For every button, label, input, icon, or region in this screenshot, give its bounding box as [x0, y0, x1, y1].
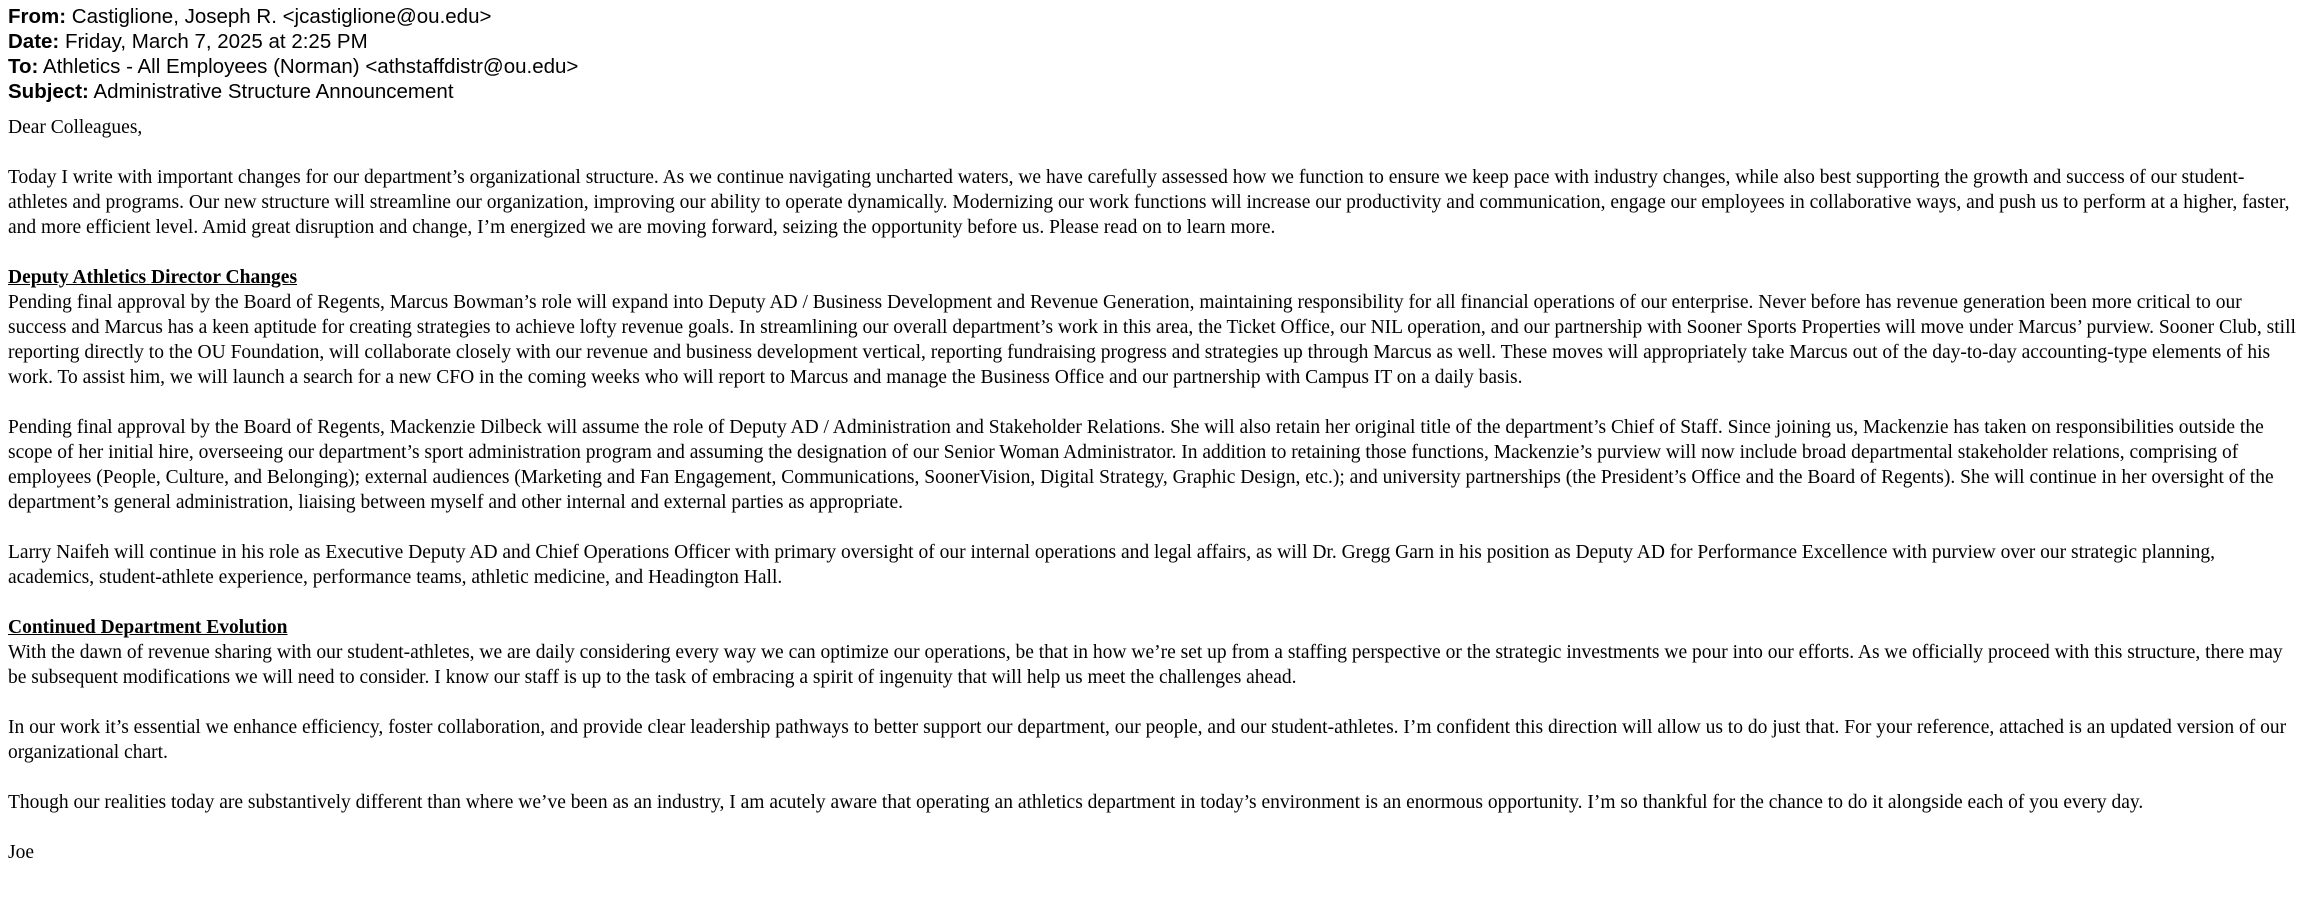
deputy-paragraph-2: Pending final approval by the Board of Regents, Mackenzie Dilbeck will assume the role of Deputy AD / Administration and Stakeholder Relations. She will also retain her original title of the department’s Chief of Staff. Since joining us, Mackenzie has taken on responsibilities outside the scope of her initial hire, overseeing our department’s sport administration program and assuming the designation of our Senior Woman Administrator. In addition to retaining those functions, Mackenzie’s purview will now include broad departmental stakeholder relations, comprising of employees (People, Culture, and Belonging); external audiences (Marketing and Fan Engagement, Communications, SoonerVision, Digital Strategy, Graphic Design, etc.); and university partnerships (the President’s Office and the Board of Regents). She will continue in her oversight of the department’s general administration, liaising between myself and other internal and external parties as appropriate.	[8, 417, 2274, 513]
signoff: Joe	[8, 842, 34, 863]
email-body	[8, 115, 2300, 865]
date-value: Friday, March 7, 2025 at 2:25 PM	[59, 30, 368, 53]
email-message	[8, 4, 2300, 865]
evolution-paragraph-1: With the dawn of revenue sharing with our student-athletes, we are daily considering every way we can optimize our operations, be that in how we’re set up from a staffing perspective or the strategic investments we pour into our efforts. As we officially proceed with this structure, there may be subsequent modifications we will need to consider. I know our staff is up to the task of embracing a spirit of ingenuity that will help us meet the challenges ahead.	[8, 642, 2283, 688]
deputy-section-p1	[8, 265, 2300, 390]
subject-label: Subject:	[8, 80, 89, 103]
date-label: Date:	[8, 30, 60, 53]
subject-value: Administrative Structure Announcement	[88, 80, 454, 103]
email-header	[8, 4, 2300, 104]
deputy-changes-heading: Deputy Athletics Director Changes	[8, 267, 298, 288]
evolution-section-p1	[8, 615, 2300, 690]
greeting: Dear Colleagues,	[8, 117, 143, 138]
from-value[interactable]: Castiglione, Joseph R. <jcastiglione@ou.edu>	[66, 5, 492, 28]
to-value[interactable]: Athletics - All Employees (Norman) <athstaffdistr@ou.edu>	[38, 55, 579, 78]
from-label: From:	[8, 5, 67, 28]
intro-paragraph: Today I write with important changes for our department’s organizational structure. As we continue navigating uncharted waters, we have carefully assessed how we function to ensure we keep pace with industry changes, while also best supporting the growth and success of our student-athletes and programs. Our new structure will streamline our organization, improving our ability to operate dynamically. Modernizing our work functions will increase our productivity and communication, engage our employees in collaborative ways, and push us to perform at a higher, faster, and more efficient level. Amid great disruption and change, I’m energized we are moving forward, seizing the opportunity before us. Please read on to learn more.	[8, 167, 2290, 238]
subject-row	[8, 79, 2300, 104]
deputy-paragraph-1: Pending final approval by the Board of Regents, Marcus Bowman’s role will expand into Deputy AD / Business Development and Revenue Generation, maintaining responsibility for all financial operations of our enterprise. Never before has revenue generation been more critical to our success and Marcus has a keen aptitude for creating strategies to achieve lofty revenue goals. In streamlining our overall department’s work in this area, the Ticket Office, our NIL operation, and our partnership with Sooner Sports Properties will move under Marcus’ purview. Sooner Club, still reporting directly to the OU Foundation, will collaborate closely with our revenue and business development vertical, reporting fundraising progress and strategies up through Marcus as well. These moves will appropriately take Marcus out of the day-to-day accounting-type elements of his work. To assist him, we will launch a search for a new CFO in the coming weeks who will report to Marcus and manage the Business Office and our partnership with Campus IT on a daily basis.	[8, 292, 2296, 388]
evolution-heading: Continued Department Evolution	[8, 617, 288, 638]
evolution-paragraph-3: Though our realities today are substantively different than where we’ve been as an industry, I am acutely aware that operating an athletics department in today’s environment is an enormous opportunity. I’m so thankful for the chance to do it alongside each of you every day.	[8, 792, 2144, 813]
evolution-paragraph-2: In our work it’s essential we enhance efficiency, foster collaboration, and provide clear leadership pathways to better support our department, our people, and our student-athletes. I’m confident this direction will allow us to do just that. For your reference, attached is an updated version of our organizational chart.	[8, 717, 2287, 763]
from-row	[8, 4, 2300, 29]
to-row	[8, 54, 2300, 79]
deputy-paragraph-3: Larry Naifeh will continue in his role as Executive Deputy AD and Chief Operations Officer with primary oversight of our internal operations and legal affairs, as will Dr. Gregg Garn in his position as Deputy AD for Performance Excellence with purview over our strategic planning, academics, student-athlete experience, performance teams, athletic medicine, and Headington Hall.	[8, 542, 2216, 588]
date-row	[8, 29, 2300, 54]
to-label: To:	[8, 55, 39, 78]
